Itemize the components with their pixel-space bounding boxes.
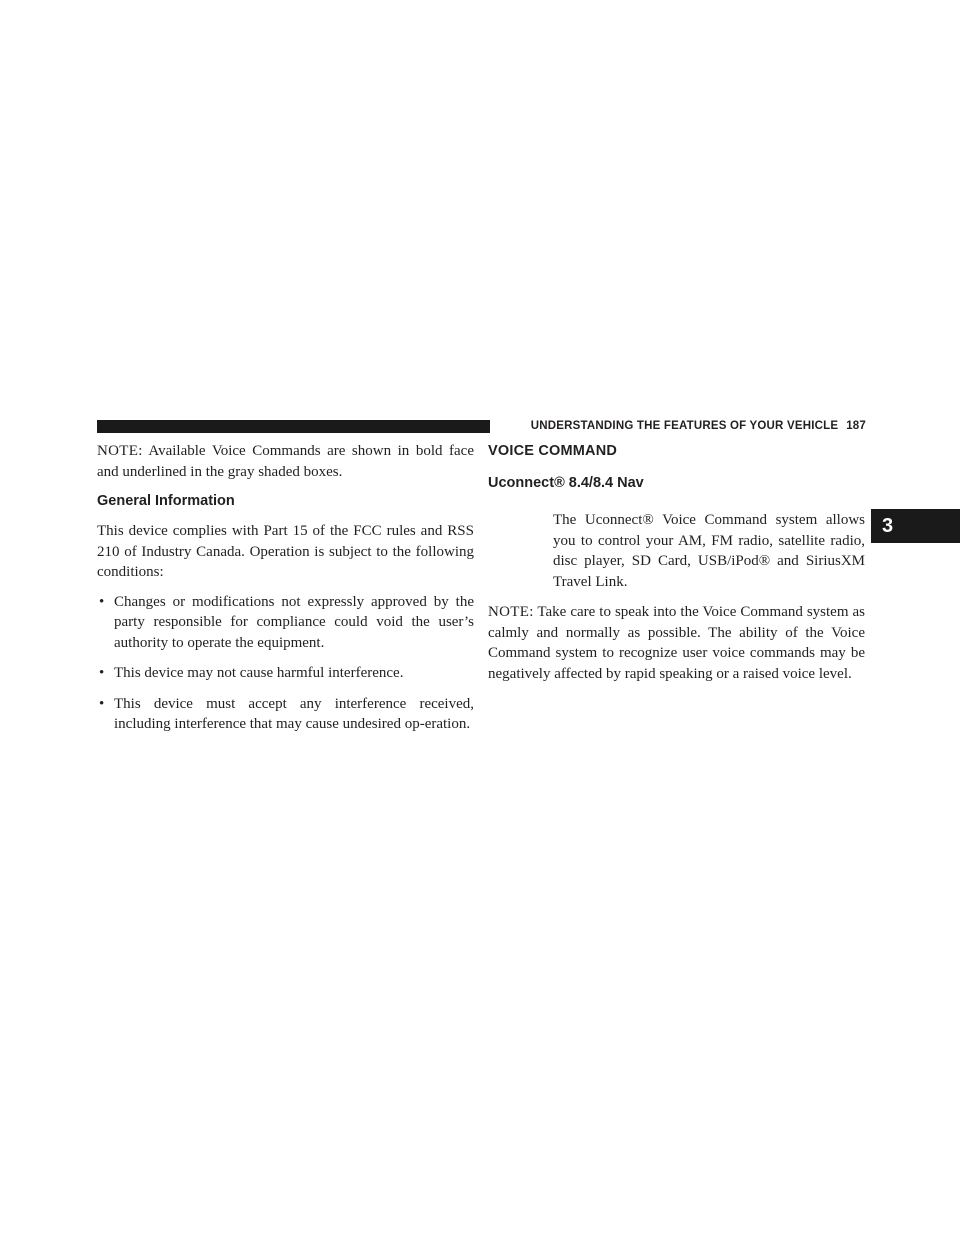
list-item-text: Changes or modifications not expressly approved by the party responsible for compliance could void the user’s authority to operate the equipment. [114, 593, 474, 651]
running-header [498, 418, 866, 434]
list-item [97, 592, 474, 654]
note-text: Available Voice Commands are shown in bold face and underlined in the gray shaded boxes. [97, 443, 474, 480]
subsection-heading-uconnect: Uconnect® 8.4/8.4 Nav [488, 475, 644, 491]
list-item [97, 694, 474, 735]
header-rule [97, 420, 490, 433]
section-heading-voice-command: VOICE COMMAND [488, 443, 618, 459]
list-item-text: This device must accept any interference received, including interference that may cause undesired op-eration. [114, 695, 474, 732]
page-number: 187 [846, 420, 866, 432]
bullet-icon: • [99, 665, 105, 681]
note-paragraph [488, 602, 865, 684]
voice-command-intro: The Uconnect® Voice Command system allows you to control your AM, FM radio, satellite radio, disc player, SD Card, USB/iPod® and SiriusXM Travel Link. [553, 512, 865, 590]
section-heading-general-information: General Information [97, 493, 235, 509]
intro-paragraph: This device complies with Part 15 of the FCC rules and RSS 210 of Industry Canada. Operation is subject to the following conditions: [97, 523, 474, 580]
list-item-text: This device may not cause harmful interference. [114, 665, 404, 681]
right-column [488, 441, 865, 684]
note-text: Take care to speak into the Voice Command system as calmly and normally as possible. The ability of the Voice Command system to recognize user voice commands may be negatively affected by rapid speaking or a raised voice level. [488, 604, 866, 682]
left-column [97, 441, 474, 735]
note-label: NOTE: [97, 443, 143, 459]
section-title: UNDERSTANDING THE FEATURES OF YOUR VEHICLE [530, 420, 839, 432]
list-item [97, 663, 474, 684]
note-paragraph [97, 441, 474, 482]
chapter-number: 3 [882, 515, 894, 537]
conditions-list [97, 592, 474, 735]
chapter-tab [871, 509, 960, 543]
bullet-icon: • [99, 695, 105, 712]
note-label: NOTE: [488, 604, 534, 620]
bullet-icon: • [99, 593, 105, 610]
